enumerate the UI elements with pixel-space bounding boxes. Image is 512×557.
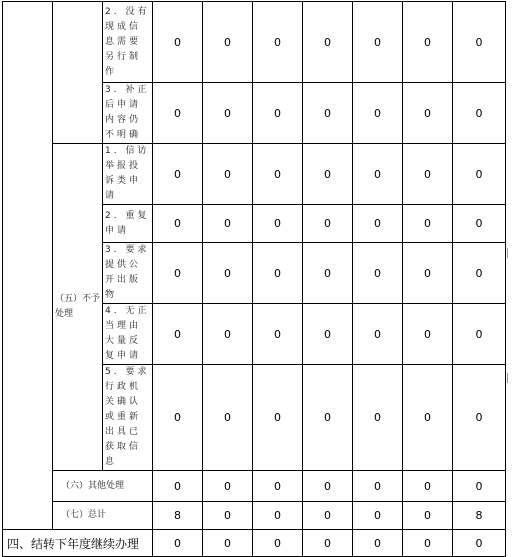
value-cell: 0 <box>403 205 453 243</box>
value-cell: 0 <box>253 471 303 502</box>
value-cell: 0 <box>353 502 403 530</box>
value-cell: 0 <box>403 471 453 502</box>
table-row <box>3 471 506 502</box>
value-cell: 0 <box>453 243 506 304</box>
value-cell: 0 <box>353 2 403 83</box>
value-cell: 0 <box>453 2 506 83</box>
value-cell: 0 <box>403 304 453 365</box>
value-cell: 0 <box>403 144 453 205</box>
section-blank-cell <box>53 2 103 144</box>
value-cell: 0 <box>453 530 506 557</box>
value-cell: 8 <box>453 502 506 530</box>
value-cell: 0 <box>153 144 203 205</box>
page-edge-mark <box>507 248 508 258</box>
value-cell: 0 <box>303 304 353 365</box>
value-cell: 0 <box>203 471 253 502</box>
table-row <box>3 2 506 83</box>
value-cell: 0 <box>403 530 453 557</box>
value-cell: 0 <box>303 365 353 471</box>
value-cell: 0 <box>353 83 403 144</box>
value-cell: 0 <box>203 2 253 83</box>
value-cell: 0 <box>353 365 403 471</box>
value-cell: 0 <box>353 243 403 304</box>
value-cell: 0 <box>153 2 203 83</box>
disclosure-statistics-table <box>2 1 506 557</box>
value-cell: 0 <box>253 304 303 365</box>
value-cell: 0 <box>303 502 353 530</box>
value-cell: 0 <box>453 365 506 471</box>
group-label-no-processing: （五）不予处理 <box>53 144 103 471</box>
row-label: 4. 无正当理由大量反复申请 <box>103 304 153 365</box>
row-label: 3. 要求提供公开出版物 <box>103 243 153 304</box>
table-row <box>3 144 506 205</box>
value-cell: 0 <box>453 471 506 502</box>
value-cell: 0 <box>153 530 203 557</box>
table-row <box>3 502 506 530</box>
value-cell: 0 <box>203 365 253 471</box>
value-cell: 0 <box>353 144 403 205</box>
table-row <box>3 530 506 557</box>
value-cell: 0 <box>153 83 203 144</box>
value-cell: 0 <box>253 205 303 243</box>
value-cell: 0 <box>403 2 453 83</box>
value-cell: 0 <box>353 205 403 243</box>
value-cell: 0 <box>203 144 253 205</box>
value-cell: 0 <box>253 144 303 205</box>
value-cell: 0 <box>453 304 506 365</box>
row-label: 3. 补正后申请内容仍不明确 <box>103 83 153 144</box>
row-label: 1. 信访举报投诉类申请 <box>103 144 153 205</box>
value-cell: 0 <box>303 144 353 205</box>
value-cell: 0 <box>203 83 253 144</box>
value-cell: 0 <box>253 530 303 557</box>
value-cell: 0 <box>303 243 353 304</box>
value-cell: 0 <box>253 2 303 83</box>
value-cell: 0 <box>153 304 203 365</box>
value-cell: 0 <box>253 83 303 144</box>
value-cell: 0 <box>303 205 353 243</box>
value-cell: 0 <box>303 83 353 144</box>
value-cell: 0 <box>253 502 303 530</box>
row-label: 2. 没有现成信息需要另行制作 <box>103 2 153 83</box>
value-cell: 0 <box>153 471 203 502</box>
value-cell: 0 <box>253 365 303 471</box>
value-cell: 0 <box>353 304 403 365</box>
row-label: （六）其他处理 <box>53 471 153 502</box>
value-cell: 0 <box>453 144 506 205</box>
value-cell: 0 <box>203 304 253 365</box>
row-label: 四、结转下年度继续办理 <box>3 530 153 557</box>
value-cell: 0 <box>353 530 403 557</box>
value-cell: 0 <box>303 530 353 557</box>
value-cell: 0 <box>153 205 203 243</box>
value-cell: 0 <box>403 502 453 530</box>
row-label: （七）总计 <box>53 502 153 530</box>
row-label: 2. 重复申请 <box>103 205 153 243</box>
row-label: 5. 要求行政机关确认或重新出具已获取信息 <box>103 365 153 471</box>
value-cell: 0 <box>403 83 453 144</box>
value-cell: 0 <box>203 502 253 530</box>
page-edge-mark <box>507 373 508 383</box>
value-cell: 0 <box>403 243 453 304</box>
value-cell: 0 <box>203 243 253 304</box>
value-cell: 0 <box>203 205 253 243</box>
value-cell: 0 <box>453 205 506 243</box>
value-cell: 0 <box>253 243 303 304</box>
outer-blank-cell <box>3 2 53 530</box>
value-cell: 0 <box>353 471 403 502</box>
value-cell: 0 <box>453 83 506 144</box>
value-cell: 0 <box>303 471 353 502</box>
value-cell: 0 <box>203 530 253 557</box>
value-cell: 0 <box>303 2 353 83</box>
value-cell: 0 <box>153 243 203 304</box>
value-cell: 0 <box>153 365 203 471</box>
value-cell: 0 <box>403 365 453 471</box>
value-cell: 8 <box>153 502 203 530</box>
